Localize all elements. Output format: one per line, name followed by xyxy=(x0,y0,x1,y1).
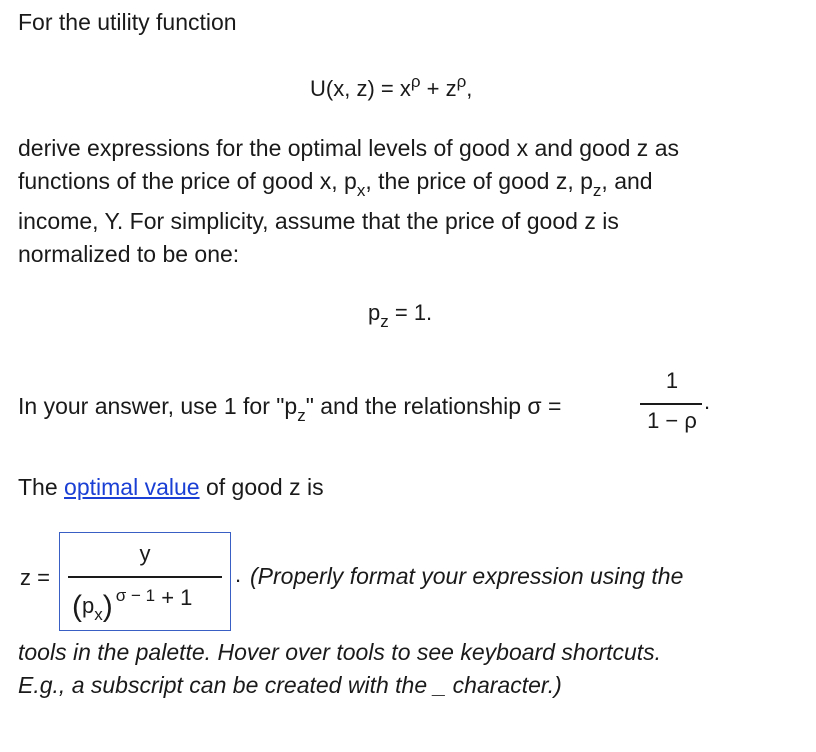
answer-input-box[interactable] xyxy=(59,532,231,631)
instruction-text xyxy=(18,390,561,425)
utility-plus: + z xyxy=(420,76,457,101)
paragraph-line-2-c: , and xyxy=(601,168,653,194)
optimal-value-link[interactable]: optimal value xyxy=(64,474,200,500)
question-text xyxy=(18,471,324,504)
answer-numerator: y xyxy=(139,541,151,566)
answer-lhs: z = xyxy=(20,565,50,590)
answer-exponent: σ − 1 xyxy=(115,586,156,605)
normalization-rest: = 1. xyxy=(388,300,433,325)
paragraph-sub-z: z xyxy=(592,181,602,200)
answer-period: . xyxy=(235,562,242,587)
utility-lhs: U(x, z) = x xyxy=(310,76,411,101)
sigma-fraction-numerator: 1 xyxy=(665,368,679,393)
paragraph-line-2-a: functions of the price of good x, p xyxy=(18,168,357,194)
normalization-sub: z xyxy=(380,312,389,331)
answer-base-sub: x xyxy=(94,605,103,624)
sigma-period: . xyxy=(704,389,711,414)
hint-line-1: (Properly format your expression using the xyxy=(250,563,684,589)
answer-denominator xyxy=(72,585,193,624)
answer-paren-close: ) xyxy=(102,590,113,623)
normalization-p: p xyxy=(368,300,381,325)
paragraph-line-2 xyxy=(18,165,653,200)
answer-fraction-bar xyxy=(68,576,222,578)
sigma-fraction-denominator: 1 − ρ xyxy=(647,408,697,433)
paragraph-sub-x: x xyxy=(356,181,366,200)
question-prefix: The xyxy=(18,474,65,500)
paragraph-line-3: income, Y. For simplicity, assume that the price of good z is xyxy=(18,208,619,234)
sigma-fraction-bar xyxy=(640,403,702,405)
paragraph-line-4: normalized to be one: xyxy=(18,241,240,267)
normalization-equation xyxy=(368,300,433,331)
instruction-text-b: " and the relationship σ = xyxy=(305,393,562,419)
intro-text: For the utility function xyxy=(18,9,237,35)
utility-tail: , xyxy=(466,76,473,101)
utility-equation xyxy=(310,72,473,102)
paragraph-line-1: derive expressions for the optimal levels of good x and good z as xyxy=(18,135,679,161)
answer-base-p: p xyxy=(82,593,95,618)
answer-paren-open: ( xyxy=(72,590,82,623)
answer-plus-one: + 1 xyxy=(155,585,193,610)
utility-exponent-z: ρ xyxy=(456,72,467,91)
hint-line-3: E.g., a subscript can be created with the _ character.) xyxy=(18,672,562,698)
utility-exponent-x: ρ xyxy=(410,72,421,91)
question-suffix: of good z is xyxy=(199,474,324,500)
instruction-text-a: In your answer, use 1 for "p xyxy=(18,393,298,419)
hint-line-2: tools in the palette. Hover over tools to see keyboard shortcuts. xyxy=(18,639,662,665)
paragraph-line-2-b: , the price of good z, p xyxy=(365,168,593,194)
instruction-sub-z: z xyxy=(297,406,306,425)
